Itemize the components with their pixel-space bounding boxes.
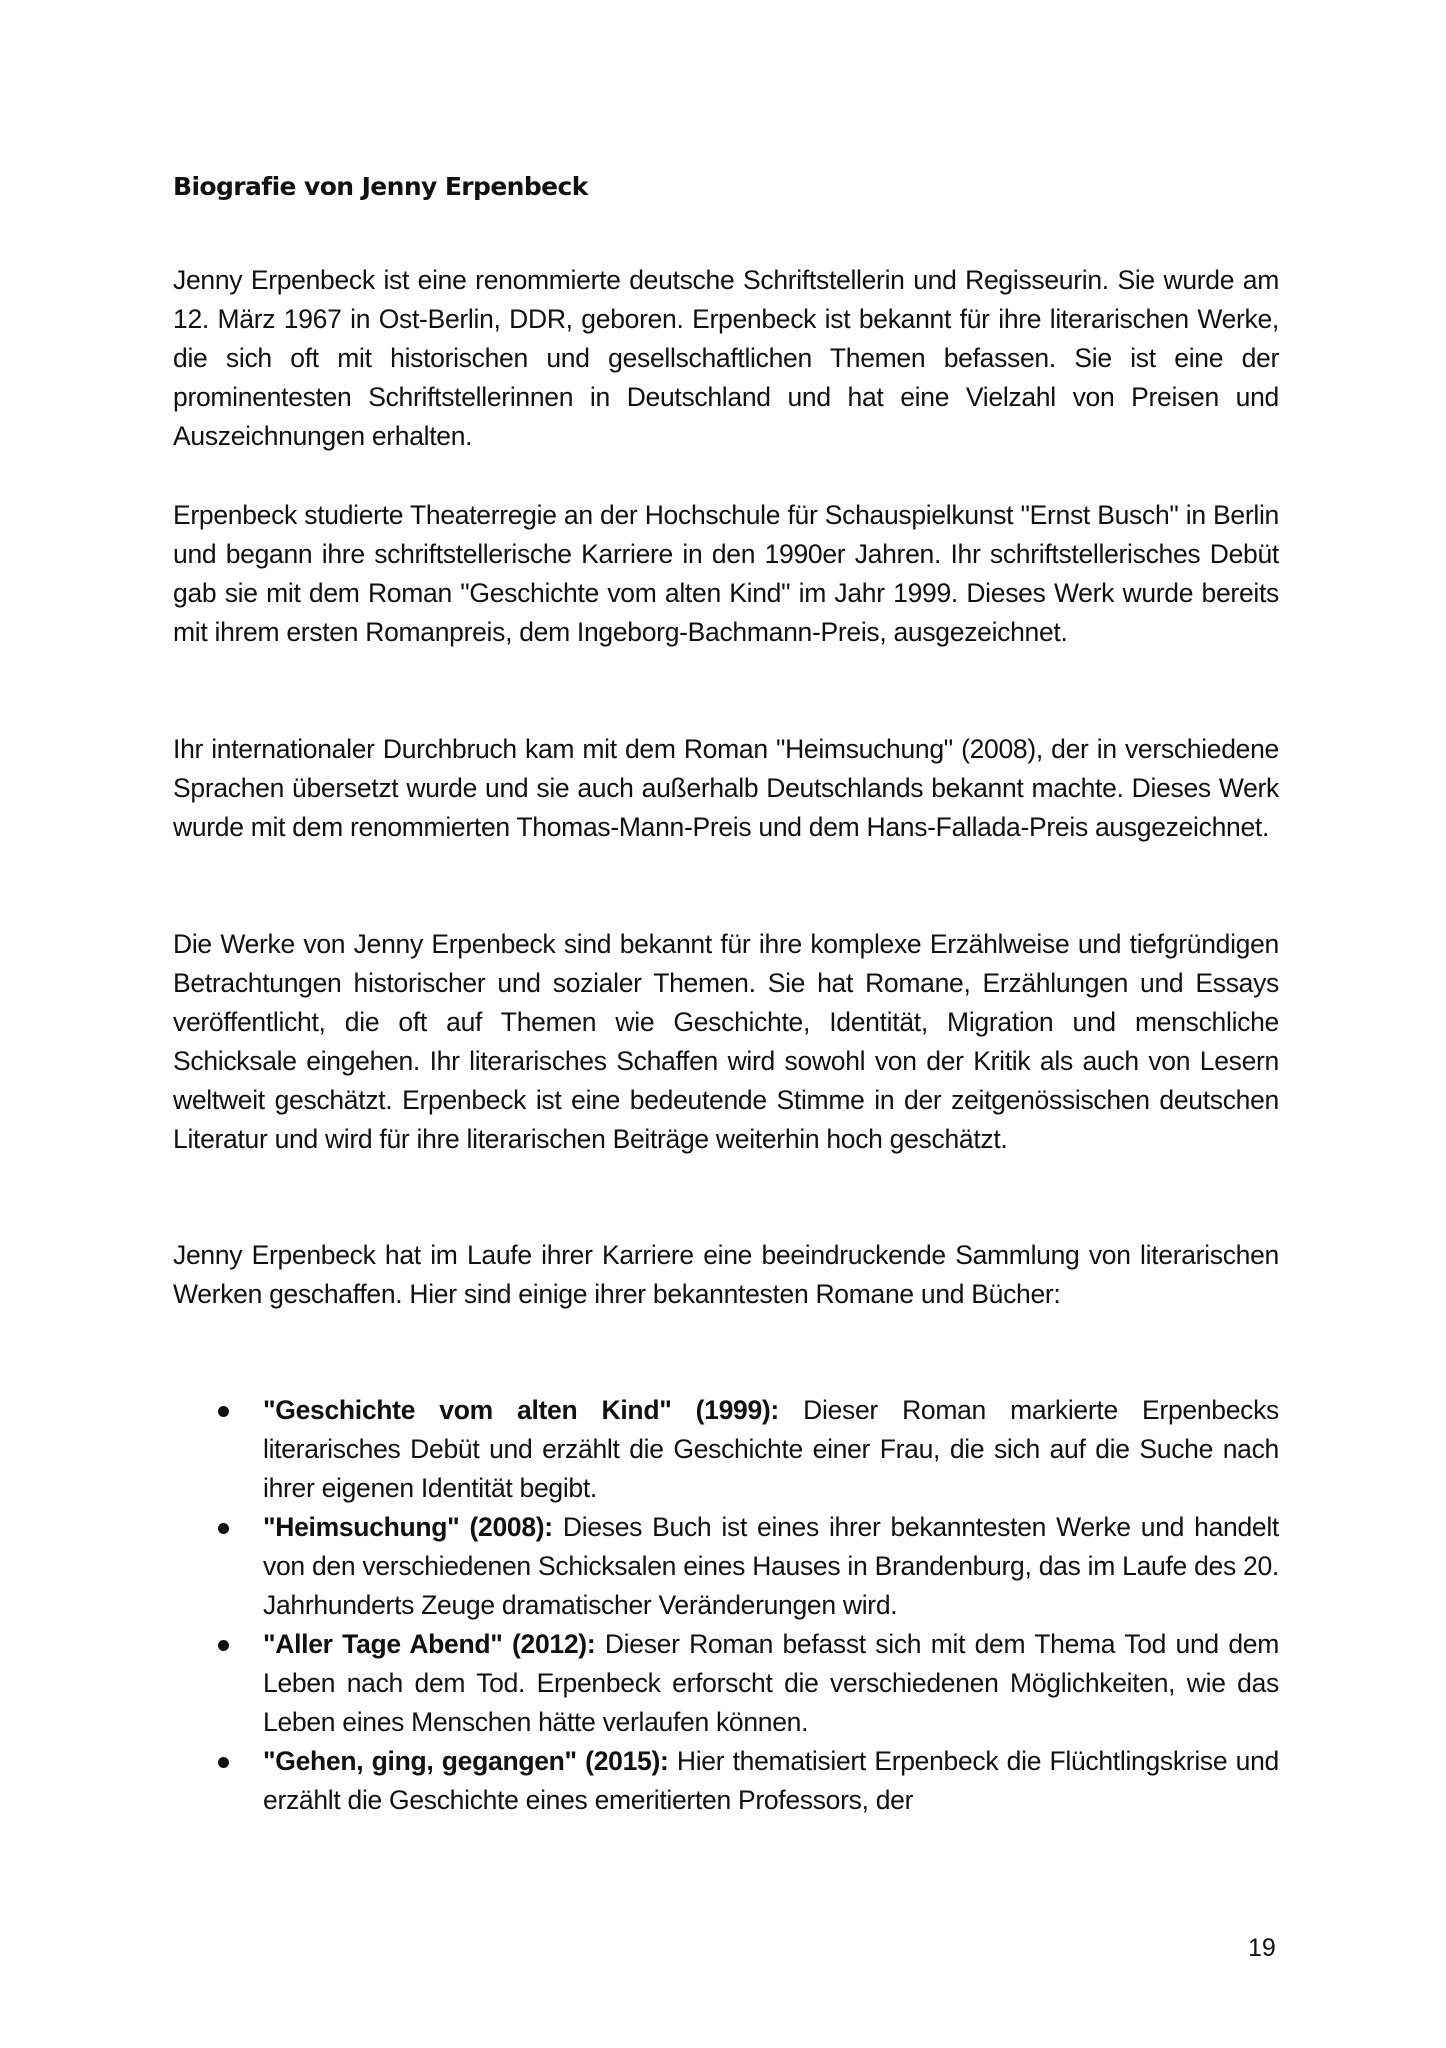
list-item <box>173 1625 1279 1742</box>
paragraph-books-intro: Jenny Erpenbeck hat im Laufe ihrer Karriere eine beeindruckende Sammlung von literarischen Werken geschaffen. Hier sind einige ihrer bekanntesten Romane und Bücher: <box>173 1240 1279 1309</box>
book-description: Hier thematisiert Erpenbeck die Flüchtlingskrise und erzählt die Geschichte eines emeritierten Professors, der <box>263 1746 1279 1815</box>
paragraph-breakthrough: Ihr internationaler Durchbruch kam mit dem Roman "Heimsuchung" (2008), der in verschiedene Sprachen übersetzt wurde und sie auch außerhalb Deutschlands bekannt machte. Dieses Werk wurde mit dem renommierten Thomas-Mann-Preis und dem Hans-Fallada-Preis ausgezeichnet. <box>173 734 1279 842</box>
bullet-icon <box>218 1640 229 1651</box>
book-title: "Geschichte vom alten Kind" (1999): <box>263 1395 779 1425</box>
book-title: "Aller Tage Abend" (2012): <box>263 1629 596 1659</box>
page-number: 19 <box>1248 1934 1276 1962</box>
book-list <box>173 1391 1279 1820</box>
document-heading: Biografie von Jenny Erpenbeck <box>173 172 588 201</box>
list-item <box>173 1391 1279 1508</box>
book-description: Dieser Roman befasst sich mit dem Thema Tod und dem Leben nach dem Tod. Erpenbeck erforscht die verschiedenen Möglichkeiten, wie das Leben eines Menschen hätte verlaufen können. <box>263 1629 1279 1737</box>
paragraph-works-style: Die Werke von Jenny Erpenbeck sind bekannt für ihre komplexe Erzählweise und tiefgründigen Betrachtungen historischer und sozialer Themen. Sie hat Romane, Erzählungen und Essays veröffentlicht, die oft auf Themen wie Geschichte, Identität, Migration und menschliche Schicksale eingehen. Ihr literarisches Schaffen wird sowohl von der Kritik als auch von Lesern weltweit geschätzt. Erpenbeck ist eine bedeutende Stimme in der zeitgenössischen deutschen Literatur und wird für ihre literarischen Beiträge weiterhin hoch geschätzt. <box>173 929 1279 1154</box>
list-item <box>173 1508 1279 1625</box>
book-description: Dieses Buch ist eines ihrer bekanntesten Werke und handelt von den verschiedenen Schicksalen eines Hauses in Brandenburg, das im Laufe des 20. Jahrhunderts Zeuge dramatischer Veränderungen wird. <box>263 1512 1279 1620</box>
paragraph-education: Erpenbeck studierte Theaterregie an der Hochschule für Schauspielkunst "Ernst Busch" in Berlin und begann ihre schriftstellerische Karriere in den 1990er Jahren. Ihr schriftstellerisches Debüt gab sie mit dem Roman "Geschichte vom alten Kind" im Jahr 1999. Dieses Werk wurde bereits mit ihrem ersten Romanpreis, dem Ingeborg-Bachmann-Preis, ausgezeichnet. <box>173 500 1279 647</box>
book-title: "Heimsuchung" (2008): <box>263 1512 553 1542</box>
bullet-icon <box>218 1523 229 1534</box>
book-description: Dieser Roman markierte Erpenbecks literarisches Debüt und erzählt die Geschichte einer Frau, die sich auf die Suche nach ihrer eigenen Identität begibt. <box>263 1395 1279 1503</box>
bullet-icon <box>218 1406 229 1417</box>
bullet-icon <box>218 1757 229 1768</box>
list-item <box>173 1742 1279 1820</box>
book-title: "Gehen, ging, gegangen" (2015): <box>263 1746 669 1776</box>
paragraph-intro: Jenny Erpenbeck ist eine renommierte deutsche Schriftstellerin und Regisseurin. Sie wurde am 12. März 1967 in Ost-Berlin, DDR, geboren. Erpenbeck ist bekannt für ihre literarischen Werke, die sich oft mit historischen und gesellschaftlichen Themen befassen. Sie ist eine der prominentesten Schriftstellerinnen in Deutschland und hat eine Vielzahl von Preisen und Auszeichnungen erhalten. <box>173 265 1279 451</box>
